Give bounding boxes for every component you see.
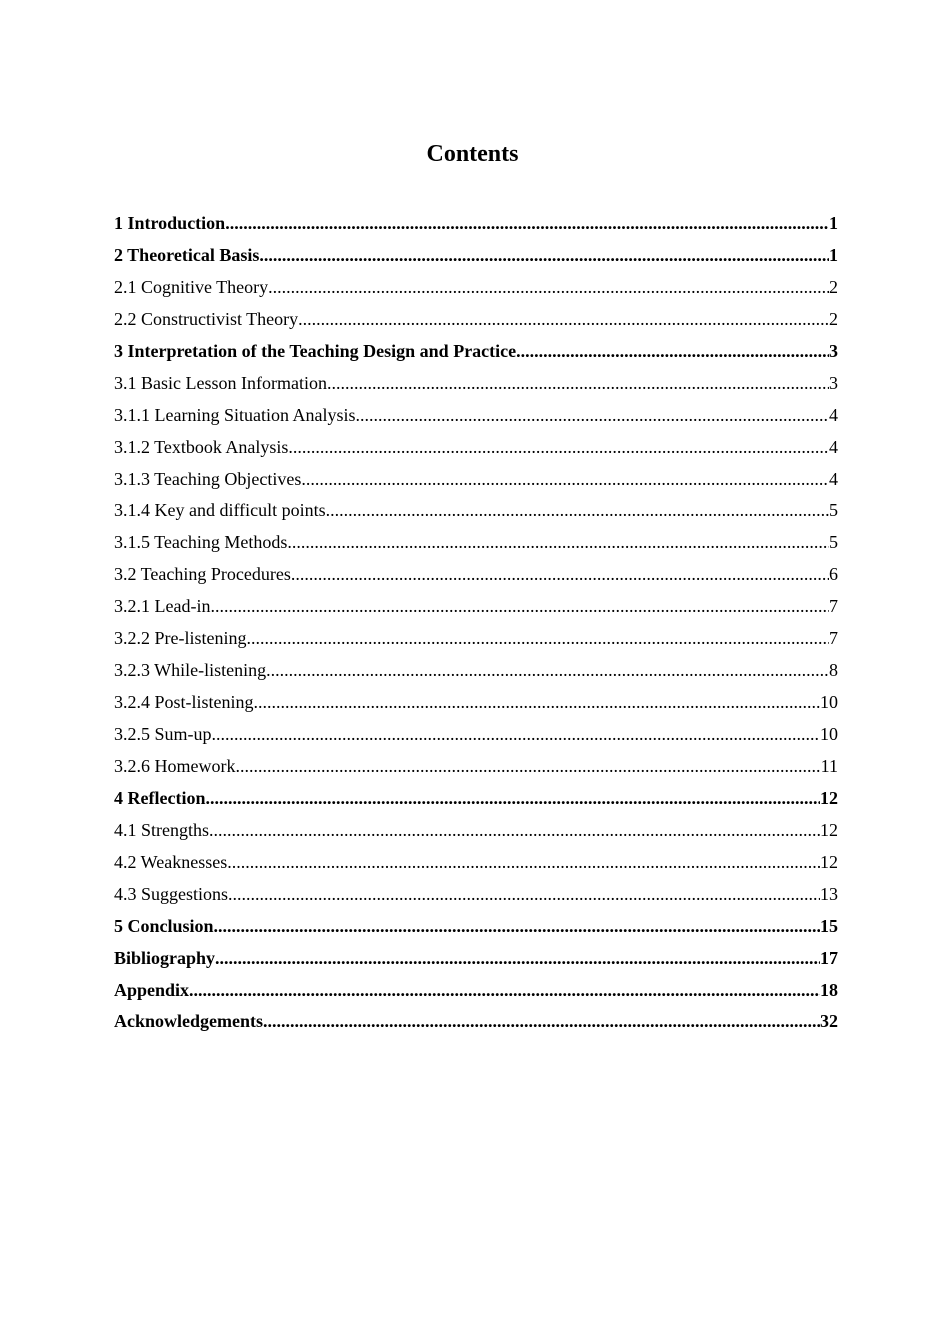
toc-entry-label: Bibliography xyxy=(114,947,216,968)
toc-entry[interactable] xyxy=(114,527,838,559)
toc-entry[interactable] xyxy=(114,240,838,272)
toc-dot-leader xyxy=(266,655,829,687)
toc-page-number: 1 xyxy=(829,213,838,233)
toc-page-number: 6 xyxy=(829,564,838,585)
toc-entry[interactable] xyxy=(114,687,838,719)
toc-entry[interactable] xyxy=(114,432,838,464)
toc-dot-leader xyxy=(516,336,829,368)
toc-entry-label: 3.1.2 Textbook Analysis xyxy=(114,436,289,457)
toc-page-number: 5 xyxy=(829,532,838,553)
toc-entry[interactable] xyxy=(114,879,838,911)
toc-entry-label: 2.2 Constructivist Theory xyxy=(114,308,299,329)
toc-page-number: 4 xyxy=(829,436,838,457)
toc-dot-leader xyxy=(254,687,820,719)
toc-page-number: 32 xyxy=(820,1011,838,1032)
toc-dot-leader xyxy=(298,304,829,336)
toc-entry-label: 3.2.1 Lead-in xyxy=(114,596,211,617)
page-title: Contents xyxy=(426,141,519,167)
toc-page-number: 3 xyxy=(829,372,838,393)
toc-entry-label: 4.1 Strengths xyxy=(114,819,210,840)
toc-entry[interactable] xyxy=(114,847,838,879)
toc-entry-label: 3 Interpretation of the Teaching Design and Practice xyxy=(114,340,517,361)
toc-entry-label: 4.2 Weaknesses xyxy=(114,851,228,872)
toc-entry[interactable] xyxy=(114,304,838,336)
toc-dot-leader xyxy=(214,911,820,943)
toc-entry[interactable] xyxy=(114,815,838,847)
toc-page-number: 18 xyxy=(820,979,838,1000)
toc-entry-label: 3.1.3 Teaching Objectives xyxy=(114,468,302,489)
toc-page-number: 7 xyxy=(829,596,838,617)
toc-entry[interactable] xyxy=(114,208,838,240)
toc-dot-leader xyxy=(288,432,829,464)
toc-dot-leader xyxy=(291,559,829,591)
toc-entry[interactable] xyxy=(114,559,838,591)
toc-page-number: 15 xyxy=(820,915,838,936)
toc-entry-label: 3.1 Basic Lesson Information xyxy=(114,372,327,393)
toc-dot-leader xyxy=(247,623,830,655)
toc-page-number: 10 xyxy=(820,692,838,713)
toc-page-number: 13 xyxy=(820,883,838,904)
toc-dot-leader xyxy=(259,240,829,272)
toc-dot-leader xyxy=(189,975,820,1007)
toc-entry[interactable] xyxy=(114,975,838,1007)
toc-page-number: 17 xyxy=(820,947,838,968)
toc-entry[interactable] xyxy=(114,783,838,815)
toc-entry[interactable] xyxy=(114,336,838,368)
toc-page-number: 2 xyxy=(829,276,838,297)
toc-dot-leader xyxy=(205,783,820,815)
toc-dot-leader xyxy=(355,400,829,432)
toc-entry[interactable] xyxy=(114,400,838,432)
toc-entry[interactable] xyxy=(114,464,838,496)
toc-entry[interactable] xyxy=(114,911,838,943)
toc-entry-label: 1 Introduction xyxy=(114,213,226,233)
toc-entry-label: 3.2.6 Homework xyxy=(114,755,236,776)
toc-entry-label: 3.2.2 Pre-listening xyxy=(114,628,247,649)
toc-dot-leader xyxy=(215,943,820,975)
toc-dot-leader xyxy=(301,464,829,496)
toc-entry[interactable] xyxy=(114,655,838,687)
toc-entry-label: 3.2.4 Post-listening xyxy=(114,692,254,713)
toc-entry-label: 3.2.3 While-listening xyxy=(114,660,267,681)
toc-dot-leader xyxy=(327,368,829,400)
toc-entry[interactable] xyxy=(114,751,838,783)
toc-dot-leader xyxy=(263,1006,820,1038)
toc-entry-label: 3.1.5 Teaching Methods xyxy=(114,532,288,553)
toc-page-number: 12 xyxy=(820,819,838,840)
toc-entry[interactable] xyxy=(114,495,838,527)
toc-dot-leader xyxy=(228,879,820,911)
toc-entry-label: 4.3 Suggestions xyxy=(114,883,229,904)
toc-entry[interactable] xyxy=(114,1006,838,1038)
table-of-contents xyxy=(114,208,838,1038)
toc-dot-leader xyxy=(212,719,820,751)
toc-page-number: 10 xyxy=(820,724,838,744)
toc-page-number: 1 xyxy=(829,244,838,265)
toc-dot-leader xyxy=(209,815,820,847)
toc-dot-leader xyxy=(268,272,829,304)
toc-entry-label: 3.1.1 Learning Situation Analysis xyxy=(114,404,356,425)
toc-entry[interactable] xyxy=(114,623,838,655)
toc-page-number: 2 xyxy=(829,308,838,329)
toc-entry-label: 5 Conclusion xyxy=(114,915,214,936)
toc-dot-leader xyxy=(210,591,829,623)
toc-entry-label: 4 Reflection xyxy=(114,787,206,808)
toc-page-number: 3 xyxy=(829,340,838,361)
toc-page-number: 8 xyxy=(829,660,838,681)
toc-page-number: 7 xyxy=(829,628,838,649)
toc-entry[interactable] xyxy=(114,272,838,304)
toc-entry-label: 3.2 Teaching Procedures xyxy=(114,564,291,585)
toc-entry-label: 2 Theoretical Basis xyxy=(114,244,260,265)
toc-entry[interactable] xyxy=(114,591,838,623)
toc-entry-label: 3.2.5 Sum-up xyxy=(114,724,212,744)
toc-page-number: 12 xyxy=(820,851,838,872)
toc-entry[interactable] xyxy=(114,368,838,400)
toc-page-number: 4 xyxy=(829,468,838,489)
toc-dot-leader xyxy=(326,495,829,527)
toc-dot-leader xyxy=(287,527,829,559)
toc-dot-leader xyxy=(227,847,820,879)
toc-entry-label: 2.1 Cognitive Theory xyxy=(114,276,269,297)
toc-dot-leader xyxy=(235,751,820,783)
toc-entry-label: 3.1.4 Key and difficult points xyxy=(114,500,326,521)
toc-entry-label: Appendix xyxy=(114,979,190,1000)
toc-page-number: 4 xyxy=(829,404,838,425)
toc-entry[interactable] xyxy=(114,943,838,975)
toc-page-number: 5 xyxy=(829,500,838,521)
toc-page-number: 12 xyxy=(820,787,838,808)
toc-entry-label: Acknowledgements xyxy=(114,1011,263,1032)
toc-page-number: 11 xyxy=(820,755,838,776)
toc-dot-leader xyxy=(225,208,829,240)
toc-entry[interactable] xyxy=(114,719,838,751)
